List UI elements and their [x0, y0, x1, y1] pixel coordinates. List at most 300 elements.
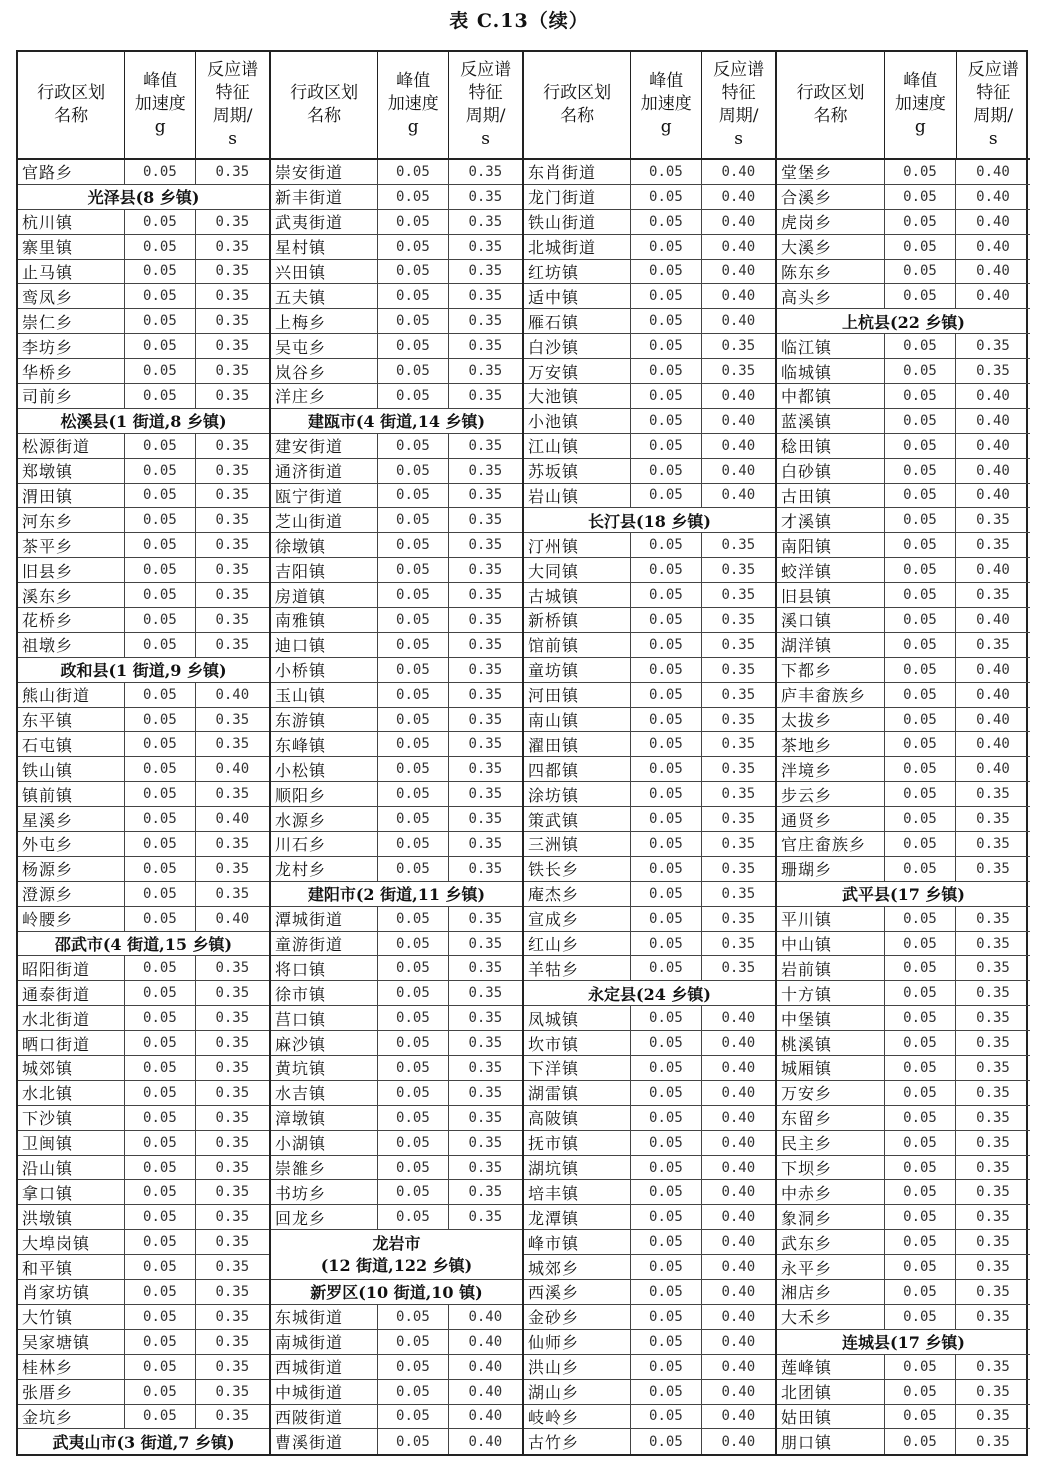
- pga-cell: 0.05: [631, 1429, 701, 1454]
- division-name-cell: 临江镇: [777, 334, 885, 358]
- division-name-cell: 北团镇: [777, 1380, 885, 1404]
- division-name-cell: 红山乡: [524, 932, 631, 956]
- pga-cell: 0.05: [378, 708, 448, 732]
- table-row: [524, 309, 775, 334]
- pga-cell: 0.05: [631, 1405, 701, 1429]
- table-row: [271, 807, 522, 832]
- period-cell: 0.40: [976, 288, 1010, 305]
- table-row: [524, 409, 775, 434]
- table-row: [271, 235, 522, 260]
- period-cell: 0.40: [976, 263, 1010, 280]
- pga-cell: 0.05: [125, 359, 195, 383]
- pga-cell: 0.05: [125, 284, 195, 308]
- period-cell: 0.35: [215, 860, 250, 877]
- division-name-cell: 房道镇: [271, 583, 378, 607]
- division-name-cell: 童游街道: [271, 932, 378, 956]
- period-cell: 0.35: [215, 1234, 250, 1251]
- pga-cell: 0.05: [125, 533, 195, 557]
- pga-cell: 0.05: [378, 981, 448, 1005]
- period-cell: 0.35: [468, 910, 503, 927]
- table-row: [777, 1405, 1030, 1430]
- period-cell: 0.40: [976, 163, 1010, 180]
- pga-cell: 0.05: [631, 583, 701, 607]
- table-row: [271, 334, 522, 359]
- table-row: [524, 1156, 775, 1181]
- division-name-cell: 庵杰乡: [524, 882, 631, 906]
- pga-cell: 0.05: [125, 1081, 195, 1105]
- division-name-cell: 洪墩镇: [18, 1205, 125, 1229]
- table-row: [271, 1355, 522, 1380]
- pga-cell: 0.05: [885, 160, 956, 184]
- period-cell: 0.35: [976, 786, 1010, 803]
- pga-cell: 0.05: [885, 1106, 956, 1130]
- division-name-cell: 水北镇: [18, 1081, 125, 1105]
- table-row: [777, 981, 1030, 1006]
- table-row: [271, 832, 522, 857]
- pga-cell: 0.05: [631, 1006, 701, 1030]
- table-row: [271, 1106, 522, 1131]
- division-name-cell: 拿口镇: [18, 1180, 125, 1204]
- table-row: [777, 1156, 1030, 1181]
- group-title: 长汀县(18 乡镇): [588, 511, 711, 531]
- pga-cell: 0.05: [378, 384, 448, 408]
- pga-cell: 0.05: [125, 508, 195, 532]
- pga-cell: 0.05: [631, 1156, 701, 1180]
- period-cell: 0.35: [468, 213, 503, 230]
- table-row: [271, 558, 522, 583]
- header-pga: 峰值 加速度 g: [125, 52, 196, 158]
- period-cell: 0.35: [215, 611, 250, 628]
- table-row: [524, 359, 775, 384]
- pga-cell: 0.05: [378, 1056, 448, 1080]
- division-name-cell: 将口镇: [271, 956, 378, 980]
- period-cell: 0.35: [215, 288, 250, 305]
- period-cell: 0.35: [976, 1159, 1010, 1176]
- division-name-cell: 顺阳乡: [271, 782, 378, 806]
- pga-cell: 0.05: [378, 1405, 448, 1429]
- period-cell: 0.35: [976, 1059, 1010, 1076]
- table-row: [524, 1081, 775, 1106]
- pga-cell: 0.05: [125, 235, 195, 259]
- table-header: [524, 52, 775, 160]
- pga-cell: 0.05: [631, 732, 701, 756]
- division-name-cell: 东游镇: [271, 708, 378, 732]
- pga-cell: 0.05: [885, 284, 956, 308]
- table-row: [777, 1006, 1030, 1031]
- table-row: [271, 260, 522, 285]
- pga-cell: 0.05: [378, 1305, 448, 1329]
- period-cell: 0.35: [468, 437, 503, 454]
- division-name-cell: 龙潭镇: [524, 1205, 631, 1229]
- table-row: [271, 981, 522, 1006]
- period-cell: 0.35: [976, 960, 1010, 977]
- period-cell: 0.40: [721, 238, 756, 255]
- pga-cell: 0.05: [885, 857, 956, 881]
- period-cell: 0.35: [215, 985, 250, 1002]
- period-cell: 0.40: [976, 686, 1010, 703]
- period-cell: 0.40: [721, 1383, 756, 1400]
- table-row: [524, 1355, 775, 1380]
- period-cell: 0.40: [468, 1333, 503, 1350]
- pga-cell: 0.05: [631, 260, 701, 284]
- table-row: [777, 558, 1030, 583]
- pga-cell: 0.05: [378, 185, 448, 209]
- table-header: [18, 52, 269, 160]
- pga-cell: 0.05: [631, 1280, 701, 1304]
- division-name-cell: 宣成乡: [524, 907, 631, 931]
- table-row: [524, 633, 775, 658]
- division-name-cell: 大埠岗镇: [18, 1230, 125, 1254]
- division-name-cell: 汀州镇: [524, 533, 631, 557]
- group-title: 建阳市(2 街道,11 乡镇): [307, 885, 486, 905]
- pga-cell: 0.05: [631, 807, 701, 831]
- table-row: [777, 235, 1030, 260]
- period-cell: 0.35: [215, 1084, 250, 1101]
- period-cell: 0.40: [976, 736, 1010, 753]
- table-row: [524, 434, 775, 459]
- group-header-row: [777, 882, 1030, 907]
- division-name-cell: 武东乡: [777, 1230, 885, 1254]
- pga-cell: 0.05: [378, 160, 448, 184]
- pga-cell: 0.05: [885, 981, 956, 1005]
- division-name-cell: 南城街道: [271, 1330, 378, 1354]
- division-name-cell: 玉山镇: [271, 683, 378, 707]
- division-name-cell: 白砂镇: [777, 459, 885, 483]
- table-row: [777, 1280, 1030, 1305]
- division-name-cell: 瓯宁街道: [271, 484, 378, 508]
- pga-cell: 0.05: [885, 658, 956, 682]
- division-name-cell: 大溪乡: [777, 235, 885, 259]
- table-row: [18, 1380, 269, 1405]
- table-row: [18, 434, 269, 459]
- table-row: [18, 683, 269, 708]
- group-header-row: [18, 1429, 269, 1454]
- division-name-cell: 松源街道: [18, 434, 125, 458]
- division-name-cell: 羊牯乡: [524, 956, 631, 980]
- table-row: [777, 1205, 1030, 1230]
- pga-cell: 0.05: [378, 260, 448, 284]
- pga-cell: 0.05: [125, 608, 195, 632]
- period-cell: 0.35: [976, 1358, 1010, 1375]
- period-cell: 0.35: [468, 611, 503, 628]
- period-cell: 0.35: [468, 338, 503, 355]
- table-row: [777, 384, 1030, 409]
- pga-cell: 0.05: [378, 907, 448, 931]
- table-row: [524, 1180, 775, 1205]
- table-row: [271, 658, 522, 683]
- table-row: [777, 1380, 1030, 1405]
- pga-cell: 0.05: [378, 309, 448, 333]
- period-cell: 0.35: [976, 1283, 1010, 1300]
- pga-cell: 0.05: [631, 533, 701, 557]
- header-name: 行政区划 名称: [524, 52, 631, 158]
- period-cell: 0.35: [976, 587, 1010, 604]
- division-name-cell: 崇仁乡: [18, 309, 125, 333]
- table-row: [18, 1056, 269, 1081]
- pga-cell: 0.05: [885, 757, 956, 781]
- division-name-cell: 三洲镇: [524, 832, 631, 856]
- table-row: [18, 558, 269, 583]
- division-name-cell: 童坊镇: [524, 658, 631, 682]
- table-row: [524, 782, 775, 807]
- period-cell: 0.35: [976, 1234, 1010, 1251]
- table-row: [18, 882, 269, 907]
- table-row: [777, 907, 1030, 932]
- division-name-cell: 中都镇: [777, 384, 885, 408]
- pga-cell: 0.05: [378, 956, 448, 980]
- table-row: [777, 658, 1030, 683]
- division-name-cell: 徐墩镇: [271, 533, 378, 557]
- period-cell: 0.40: [721, 288, 756, 305]
- table-row: [524, 1305, 775, 1330]
- pga-cell: 0.05: [125, 459, 195, 483]
- division-name-cell: 十方镇: [777, 981, 885, 1005]
- pga-cell: 0.05: [378, 210, 448, 234]
- division-name-cell: 官路乡: [18, 160, 125, 184]
- table-row: [524, 384, 775, 409]
- division-name-cell: 麻沙镇: [271, 1031, 378, 1055]
- pga-cell: 0.05: [125, 1380, 195, 1404]
- period-cell: 0.40: [721, 313, 756, 330]
- division-name-cell: 铁山镇: [18, 757, 125, 781]
- division-name-cell: 芝山街道: [271, 508, 378, 532]
- table-row: [524, 683, 775, 708]
- division-name-cell: 龙村乡: [271, 857, 378, 881]
- division-name-cell: 象洞乡: [777, 1205, 885, 1229]
- division-name-cell: 合溪乡: [777, 185, 885, 209]
- period-cell: 0.35: [721, 537, 756, 554]
- seismic-parameter-table: [16, 50, 1028, 1456]
- table-row: [271, 782, 522, 807]
- table-row: [18, 857, 269, 882]
- table-row: [271, 284, 522, 309]
- pga-cell: 0.05: [885, 1230, 956, 1254]
- table-row: [271, 757, 522, 782]
- division-name-cell: 珊瑚乡: [777, 857, 885, 881]
- period-cell: 0.35: [215, 1358, 250, 1375]
- period-cell: 0.35: [215, 1010, 250, 1027]
- division-name-cell: 卫闽镇: [18, 1131, 125, 1155]
- pga-cell: 0.05: [378, 1031, 448, 1055]
- table-row: [777, 932, 1030, 957]
- pga-cell: 0.05: [885, 334, 956, 358]
- division-name-cell: 建安街道: [271, 434, 378, 458]
- division-name-cell: 祖墩乡: [18, 633, 125, 657]
- period-cell: 0.35: [976, 935, 1010, 952]
- period-cell: 0.40: [721, 1259, 756, 1276]
- table-header: [271, 52, 522, 160]
- pga-cell: 0.05: [378, 1180, 448, 1204]
- table-row: [18, 459, 269, 484]
- period-cell: 0.35: [215, 1259, 250, 1276]
- group-subtitle: (12 街道,122 乡镇): [320, 1255, 473, 1275]
- division-name-cell: 旧县乡: [18, 558, 125, 582]
- table-row: [18, 1305, 269, 1330]
- division-name-cell: 东肖街道: [524, 160, 631, 184]
- division-name-cell: 黄坑镇: [271, 1056, 378, 1080]
- period-cell: 0.40: [976, 711, 1010, 728]
- period-cell: 0.35: [215, 1333, 250, 1350]
- table-row: [777, 757, 1030, 782]
- pga-cell: 0.05: [631, 708, 701, 732]
- table-row: [777, 1230, 1030, 1255]
- header-period: 反应谱 特征 周期/ s: [460, 59, 512, 149]
- division-name-cell: 徐市镇: [271, 981, 378, 1005]
- period-cell: 0.35: [215, 263, 250, 280]
- division-name-cell: 民主乡: [777, 1131, 885, 1155]
- period-cell: 0.40: [721, 437, 756, 454]
- division-name-cell: 江山镇: [524, 434, 631, 458]
- pga-cell: 0.05: [125, 260, 195, 284]
- division-name-cell: 桃溪镇: [777, 1031, 885, 1055]
- period-cell: 0.35: [976, 1259, 1010, 1276]
- table-row: [777, 284, 1030, 309]
- period-cell: 0.35: [215, 512, 250, 529]
- table-row: [524, 459, 775, 484]
- period-cell: 0.35: [468, 960, 503, 977]
- period-cell: 0.35: [976, 1084, 1010, 1101]
- pga-cell: 0.05: [631, 434, 701, 458]
- table-row: [18, 210, 269, 235]
- table-row: [18, 484, 269, 509]
- group-header-row: [18, 185, 269, 210]
- division-name-cell: 南山镇: [524, 708, 631, 732]
- period-cell: 0.35: [721, 736, 756, 753]
- group-title: 政和县(1 街道,9 乡镇): [60, 661, 227, 681]
- division-name-cell: 永平乡: [777, 1255, 885, 1279]
- pga-cell: 0.05: [885, 1255, 956, 1279]
- table-row: [271, 1156, 522, 1181]
- period-cell: 0.35: [976, 1383, 1010, 1400]
- division-name-cell: 南阳镇: [777, 533, 885, 557]
- pga-cell: 0.05: [125, 434, 195, 458]
- table-row: [777, 1355, 1030, 1380]
- period-cell: 0.35: [976, 636, 1010, 653]
- pga-cell: 0.05: [378, 558, 448, 582]
- division-name-cell: 沿山镇: [18, 1156, 125, 1180]
- period-cell: 0.35: [468, 786, 503, 803]
- division-name-cell: 河田镇: [524, 683, 631, 707]
- division-name-cell: 外屯乡: [18, 832, 125, 856]
- table-row: [524, 907, 775, 932]
- division-name-cell: 策武镇: [524, 807, 631, 831]
- division-name-cell: 南雅镇: [271, 608, 378, 632]
- division-name-cell: 岩山镇: [524, 484, 631, 508]
- period-cell: 0.35: [215, 835, 250, 852]
- table-row: [18, 981, 269, 1006]
- pga-cell: 0.05: [378, 359, 448, 383]
- period-cell: 0.40: [721, 188, 756, 205]
- period-cell: 0.35: [215, 1035, 250, 1052]
- table-row: [271, 1429, 522, 1454]
- table-row: [18, 533, 269, 558]
- group-title: 建瓯市(4 街道,14 乡镇): [307, 412, 486, 432]
- division-name-cell: 太拔乡: [777, 708, 885, 732]
- period-cell: 0.35: [976, 985, 1010, 1002]
- division-name-cell: 雁石镇: [524, 309, 631, 333]
- period-cell: 0.40: [721, 1184, 756, 1201]
- period-cell: 0.40: [721, 1035, 756, 1052]
- pga-cell: 0.05: [631, 284, 701, 308]
- period-cell: 0.35: [976, 910, 1010, 927]
- pga-cell: 0.05: [885, 683, 956, 707]
- pga-cell: 0.05: [378, 1330, 448, 1354]
- period-cell: 0.35: [721, 835, 756, 852]
- period-cell: 0.40: [976, 238, 1010, 255]
- division-name-cell: 肖家坊镇: [18, 1280, 125, 1304]
- table-row: [18, 633, 269, 658]
- pga-cell: 0.05: [631, 309, 701, 333]
- pga-cell: 0.05: [125, 732, 195, 756]
- table-row: [524, 882, 775, 907]
- pga-cell: 0.05: [631, 1031, 701, 1055]
- period-cell: 0.35: [468, 263, 503, 280]
- period-cell: 0.40: [976, 761, 1010, 778]
- table-row: [271, 932, 522, 957]
- pga-cell: 0.05: [378, 732, 448, 756]
- pga-cell: 0.05: [125, 857, 195, 881]
- group-header-row: [777, 309, 1030, 334]
- pga-cell: 0.05: [631, 907, 701, 931]
- table-row: [777, 857, 1030, 882]
- period-cell: 0.35: [976, 1433, 1010, 1450]
- group-title: 武夷山市(3 街道,7 乡镇): [52, 1433, 235, 1453]
- period-cell: 0.35: [721, 860, 756, 877]
- table-column-1: [18, 52, 271, 1454]
- division-name-cell: 大同镇: [524, 558, 631, 582]
- header-pga: 峰值 加速度 g: [378, 52, 449, 158]
- period-cell: 0.35: [215, 437, 250, 454]
- table-row: [777, 1180, 1030, 1205]
- pga-cell: 0.05: [631, 1330, 701, 1354]
- division-name-cell: 稔田镇: [777, 434, 885, 458]
- period-cell: 0.35: [468, 1134, 503, 1151]
- division-name-cell: 苏坂镇: [524, 459, 631, 483]
- period-cell: 0.35: [468, 487, 503, 504]
- table-row: [777, 359, 1030, 384]
- group-header-row: [271, 1280, 522, 1305]
- pga-cell: 0.05: [125, 1205, 195, 1229]
- division-name-cell: 莒口镇: [271, 1006, 378, 1030]
- period-cell: 0.35: [721, 636, 756, 653]
- division-name-cell: 华桥乡: [18, 359, 125, 383]
- pga-cell: 0.05: [378, 782, 448, 806]
- division-name-cell: 铁山街道: [524, 210, 631, 234]
- division-name-cell: 中堡镇: [777, 1006, 885, 1030]
- division-name-cell: 鸾凤乡: [18, 284, 125, 308]
- table-row: [524, 1056, 775, 1081]
- period-cell: 0.40: [976, 437, 1010, 454]
- pga-cell: 0.05: [885, 732, 956, 756]
- header-period: 反应谱 特征 周期/ s: [207, 59, 259, 149]
- table-row: [524, 1006, 775, 1031]
- period-cell: 0.40: [976, 487, 1010, 504]
- header-name: 行政区划 名称: [18, 52, 125, 158]
- pga-cell: 0.05: [378, 1081, 448, 1105]
- division-name-cell: 莲峰镇: [777, 1355, 885, 1379]
- period-cell: 0.35: [468, 761, 503, 778]
- pga-cell: 0.05: [885, 235, 956, 259]
- period-cell: 0.35: [215, 786, 250, 803]
- pga-cell: 0.05: [885, 533, 956, 557]
- pga-cell: 0.05: [125, 484, 195, 508]
- table-column-2: [271, 52, 524, 1454]
- table-row: [524, 1205, 775, 1230]
- period-cell: 0.40: [721, 1159, 756, 1176]
- pga-cell: 0.05: [631, 185, 701, 209]
- division-name-cell: 古田镇: [777, 484, 885, 508]
- division-name-cell: 小池镇: [524, 409, 631, 433]
